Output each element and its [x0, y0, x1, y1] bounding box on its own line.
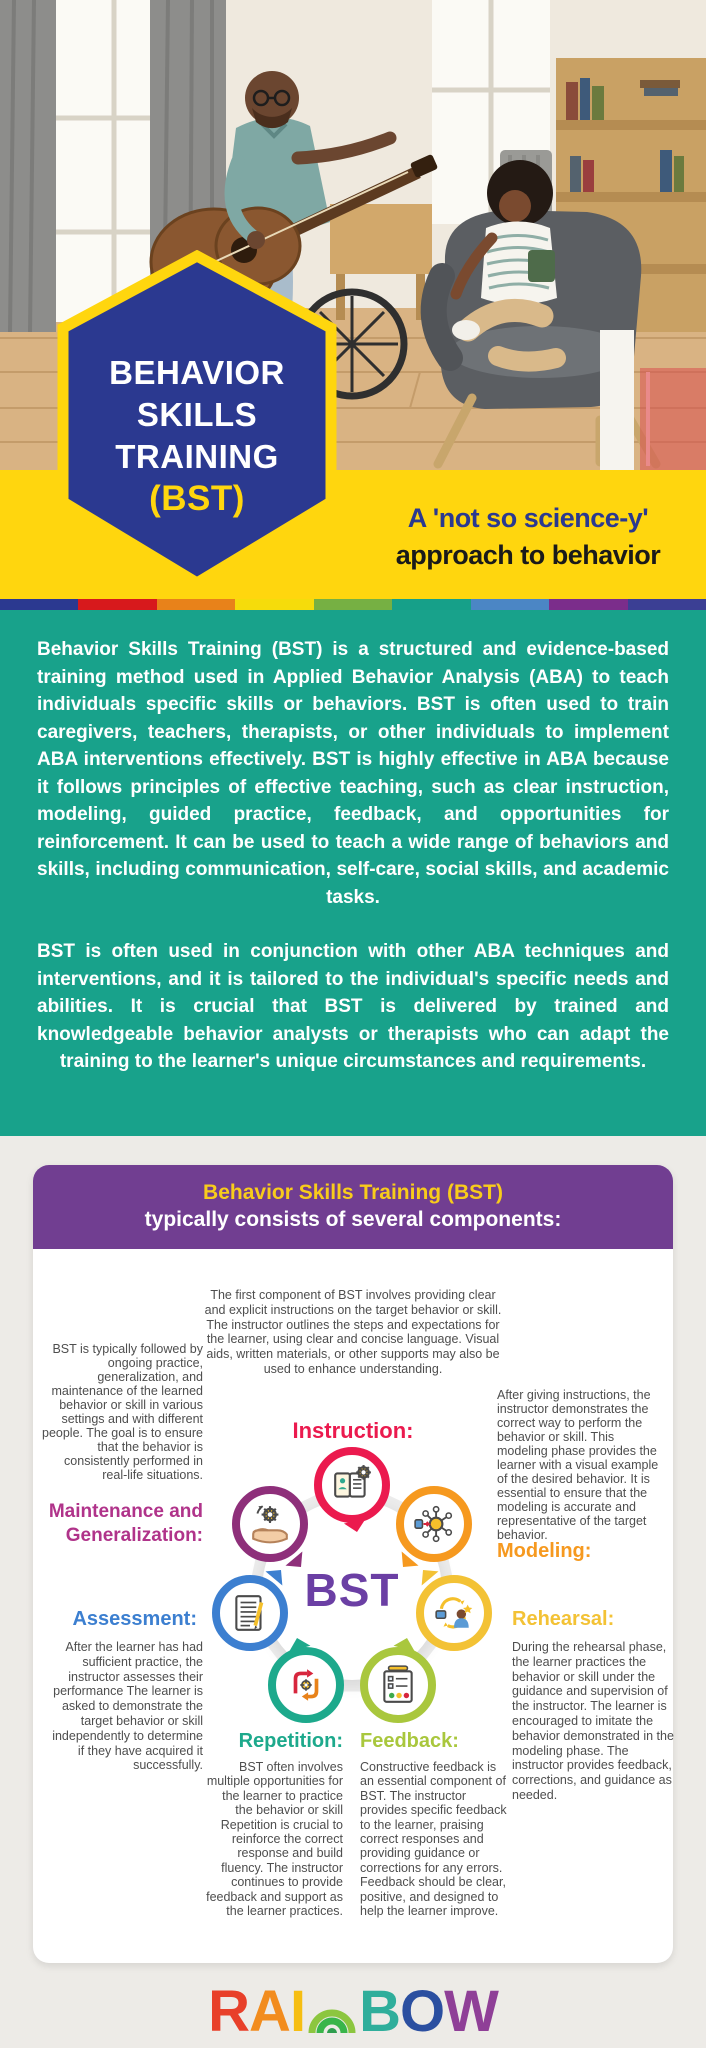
feedback-checklist-icon [377, 1664, 419, 1706]
repetition-text: BST often involves multiple opportunities for the learner to practice the behavior or skill Repetition is crucial to reinforce the correct response and build fluency. The instructor continues to provide feedback and support as the learner practices. [206, 1760, 343, 1919]
stripe-segment [471, 599, 549, 610]
card-header-line2: typically consists of several components: [144, 1208, 562, 1231]
stripe-segment [392, 599, 470, 610]
maintenance-hand-gear-icon [249, 1503, 291, 1545]
repetition-cycle-icon [285, 1664, 327, 1706]
instruction-text: The first component of BST involves providing clear and explicit instructions on the target behavior or skill. The instructor outlines the steps and expectations for the learner, using clear and concise language. Visual aids, written materials, or other supports may also be used to enhance understanding. [204, 1288, 502, 1376]
stripe-segment [549, 599, 627, 610]
maintenance-node [232, 1486, 308, 1562]
bst-center-label: BST [304, 1564, 400, 1616]
logo-letter-o: O [399, 1979, 445, 2044]
card-header-line1: Behavior Skills Training (BST) [203, 1181, 503, 1204]
stripe-segment [157, 599, 235, 610]
logo-letter-b: B [359, 1979, 400, 2044]
rainbow-stripe [0, 599, 706, 610]
repetition-label: Repetition: [238, 1730, 343, 1752]
modeling-text: After giving instructions, the instructor demonstrates the correct way to perform the behavior or skill. This modeling phase provides the learner with a visual example of the desired behavior. It is essential to ensure that the modeling is accurate and representative of the target behavior. [497, 1388, 659, 1542]
badge-title [52, 352, 342, 520]
logo-letter-a: A [249, 1979, 290, 2044]
maintenance-generalization-text: BST is typically followed by ongoing practice, generalization, and maintenance of the learned behavior or skill in various settings and with different people. The goal is to ensure that the behavior is consistently performed in real-life situations. [42, 1342, 203, 1482]
instruction-node [314, 1447, 390, 1523]
feedback-text: Constructive feedback is an essential component of BST. The instructor provides specific feedback to the learner, praising correct responses and providing guidance or corrections for any errors. Feedback should be clear, positive, and designed to help the learner improve. [360, 1760, 507, 1919]
intro-section [0, 610, 706, 1136]
intro-paragraph-1: Behavior Skills Training (BST) is a structured and evidence-based training method used in Applied Behavior Analysis (ABA) to teach individuals specific skills or behaviors. BST is often used to train caregivers, teachers, therapists, or other individuals to implement ABA interventions effectively. BST is highly effective in ABA because it follows principles of effective teaching, such as clear instruction, modeling, guided practice, feedback, and opportunities for reinforcement. It can be used to teach a wide range of behaviors and skills, including communication, self-care, social skills, and academic tasks. [37, 639, 669, 908]
assessment-text: After the learner has had sufficient practice, the instructor assesses their performance The learner is asked to demonstrate the target behavior or skill independently to determine if they have acquired it successfully. [52, 1640, 203, 1773]
components-card-header [33, 1165, 673, 1249]
stripe-segment [314, 599, 392, 610]
assessment-label: Assessment: [72, 1608, 197, 1630]
modeling-label: Modeling: [497, 1540, 592, 1562]
rehearsal-text: During the rehearsal phase, the learner practices the behavior or skill under the guidance and supervision of the instructor. The learner is encouraged to imitate the behavior demonstrated in the modeling phase. The instructor provides feedback, corrections, and guidance as needed. [512, 1640, 674, 1802]
intro-paragraph-2: BST is often used in conjunction with other ABA techniques and interventions, and it is tailored to the individual's specific needs and abilities. It is crucial that BST is delivered by trained and knowledgeable behavior analysts or therapists who can adapt the training to the learner's unique circumstances and requirements. [37, 941, 669, 1072]
badge-title-line3: TRAINING [115, 438, 279, 475]
badge-title-bst: (BST) [149, 479, 245, 518]
rehearsal-node [416, 1575, 492, 1651]
instruction-book-gear-icon [331, 1464, 373, 1506]
feedback-node [360, 1647, 436, 1723]
modeling-network-icon [413, 1503, 455, 1545]
modeling-node [396, 1486, 472, 1562]
badge-title-line1: BEHAVIOR [109, 354, 285, 391]
logo-letter-w: W [444, 1979, 498, 2044]
rainbow-arc-icon [305, 1984, 359, 2048]
tagline [350, 500, 706, 574]
rainbow-logo [0, 1978, 706, 2048]
stripe-segment [78, 599, 156, 610]
maintenance-generalization-label: Maintenance and Generalization: [48, 1501, 203, 1546]
feedback-label: Feedback: [360, 1730, 459, 1752]
tagline-line2: approach to behavior [395, 540, 661, 570]
badge-title-line2: SKILLS [136, 396, 258, 433]
assessment-document-icon [229, 1592, 271, 1634]
rehearsal-practice-icon [433, 1592, 475, 1634]
stripe-segment [628, 599, 706, 610]
stripe-segment [235, 599, 313, 610]
logo-letter-i: I [289, 1979, 306, 2044]
repetition-node [268, 1647, 344, 1723]
instruction-label: Instruction: [292, 1418, 414, 1443]
rehearsal-label: Rehearsal: [512, 1608, 615, 1630]
assessment-node [212, 1575, 288, 1651]
stripe-segment [0, 599, 78, 610]
logo-letter-r: R [208, 1979, 250, 2044]
instruction-arrow-icon [344, 1519, 370, 1545]
tagline-line1: A 'not so science-y' [407, 503, 649, 533]
